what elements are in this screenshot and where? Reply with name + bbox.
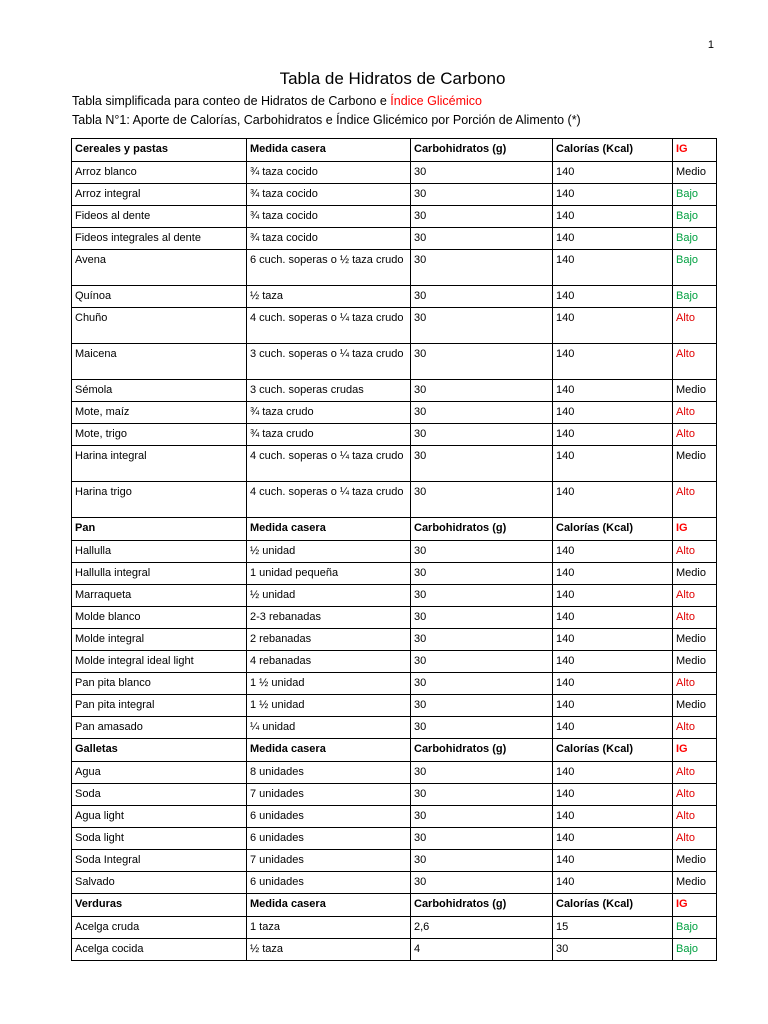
ig-cell: Medio: [673, 651, 717, 673]
portion-cell: ¾ taza crudo: [247, 402, 411, 424]
column-header: Medida casera: [247, 894, 411, 917]
food-name-cell: Chuño: [72, 308, 247, 344]
calories-cell: 140: [553, 872, 673, 894]
food-name-cell: Avena: [72, 250, 247, 286]
ig-cell: Alto: [673, 784, 717, 806]
carbs-cell: 30: [411, 651, 553, 673]
food-name-cell: Mote, trigo: [72, 424, 247, 446]
carbs-cell: 30: [411, 446, 553, 482]
ig-cell: Bajo: [673, 250, 717, 286]
carbs-cell: 30: [411, 424, 553, 446]
calories-cell: 30: [553, 939, 673, 961]
portion-cell: 4 rebanadas: [247, 651, 411, 673]
portion-cell: 3 cuch. soperas crudas: [247, 380, 411, 402]
table-row: [72, 629, 717, 651]
section-header-row: [72, 739, 717, 762]
carbs-cell: 30: [411, 250, 553, 286]
portion-cell: 2 rebanadas: [247, 629, 411, 651]
subtitle-highlight: Índice Glicémico: [390, 94, 482, 108]
column-header: Medida casera: [247, 739, 411, 762]
carbohydrate-table: [71, 138, 717, 961]
column-header: Calorías (Kcal): [553, 139, 673, 162]
ig-cell: Medio: [673, 563, 717, 585]
ig-cell: Alto: [673, 344, 717, 380]
column-header: Carbohidratos (g): [411, 518, 553, 541]
calories-cell: 140: [553, 482, 673, 518]
food-name-cell: Agua: [72, 762, 247, 784]
portion-cell: 1 unidad pequeña: [247, 563, 411, 585]
food-name-cell: Molde integral ideal light: [72, 651, 247, 673]
calories-cell: 140: [553, 695, 673, 717]
calories-cell: 140: [553, 184, 673, 206]
portion-cell: 6 cuch. soperas o ½ taza crudo: [247, 250, 411, 286]
food-name-cell: Fideos integrales al dente: [72, 228, 247, 250]
column-header: Medida casera: [247, 518, 411, 541]
section-header-row: [72, 518, 717, 541]
portion-cell: 7 unidades: [247, 784, 411, 806]
portion-cell: 1 ½ unidad: [247, 673, 411, 695]
food-name-cell: Hallulla integral: [72, 563, 247, 585]
portion-cell: ½ taza: [247, 286, 411, 308]
table-row: [72, 446, 717, 482]
portion-cell: 2-3 rebanadas: [247, 607, 411, 629]
ig-column-header: IG: [673, 739, 717, 762]
ig-cell: Bajo: [673, 286, 717, 308]
calories-cell: 140: [553, 424, 673, 446]
calories-cell: 15: [553, 917, 673, 939]
table-row: [72, 717, 717, 739]
food-name-cell: Salvado: [72, 872, 247, 894]
ig-cell: Alto: [673, 828, 717, 850]
ig-cell: Medio: [673, 629, 717, 651]
table-row: [72, 673, 717, 695]
subtitle-text: Tabla simplificada para conteo de Hidratos de Carbono e: [72, 94, 387, 108]
carbs-cell: 30: [411, 344, 553, 380]
carbs-cell: 30: [411, 717, 553, 739]
ig-cell: Bajo: [673, 917, 717, 939]
carbs-cell: 2,6: [411, 917, 553, 939]
ig-column-header: IG: [673, 518, 717, 541]
carbs-cell: 30: [411, 184, 553, 206]
portion-cell: ¾ taza cocido: [247, 228, 411, 250]
calories-cell: 140: [553, 162, 673, 184]
calories-cell: 140: [553, 380, 673, 402]
table-row: [72, 762, 717, 784]
food-name-cell: Acelga cocida: [72, 939, 247, 961]
carbs-cell: 30: [411, 629, 553, 651]
food-name-cell: Agua light: [72, 806, 247, 828]
calories-cell: 140: [553, 250, 673, 286]
carbs-cell: 30: [411, 162, 553, 184]
table-row: [72, 651, 717, 673]
ig-cell: Alto: [673, 806, 717, 828]
portion-cell: 4 cuch. soperas o ¼ taza crudo: [247, 482, 411, 518]
portion-cell: ½ taza: [247, 939, 411, 961]
food-name-cell: Marraqueta: [72, 585, 247, 607]
table-row: [72, 806, 717, 828]
ig-cell: Bajo: [673, 228, 717, 250]
portion-cell: ¾ taza cocido: [247, 206, 411, 228]
food-name-cell: Sémola: [72, 380, 247, 402]
ig-cell: Alto: [673, 482, 717, 518]
table-caption: Tabla N°1: Aporte de Calorías, Carbohidratos e Índice Glicémico por Porción de Alimento (*): [72, 113, 581, 127]
food-name-cell: Arroz blanco: [72, 162, 247, 184]
column-header: Calorías (Kcal): [553, 739, 673, 762]
carbs-cell: 30: [411, 402, 553, 424]
ig-cell: Medio: [673, 850, 717, 872]
ig-cell: Alto: [673, 607, 717, 629]
food-name-cell: Soda light: [72, 828, 247, 850]
table-row: [72, 607, 717, 629]
table-row: [72, 228, 717, 250]
carbs-cell: 30: [411, 784, 553, 806]
ig-cell: Alto: [673, 673, 717, 695]
carbs-cell: 30: [411, 850, 553, 872]
ig-cell: Bajo: [673, 184, 717, 206]
section-title: Verduras: [72, 894, 247, 917]
column-header: Carbohidratos (g): [411, 139, 553, 162]
food-name-cell: Acelga cruda: [72, 917, 247, 939]
carbs-cell: 30: [411, 585, 553, 607]
food-name-cell: Soda: [72, 784, 247, 806]
food-name-cell: Pan pita integral: [72, 695, 247, 717]
table-row: [72, 344, 717, 380]
carbs-cell: 30: [411, 286, 553, 308]
calories-cell: 140: [553, 762, 673, 784]
food-name-cell: Maicena: [72, 344, 247, 380]
calories-cell: 140: [553, 206, 673, 228]
table-row: [72, 939, 717, 961]
ig-cell: Alto: [673, 308, 717, 344]
calories-cell: 140: [553, 563, 673, 585]
table-row: [72, 308, 717, 344]
portion-cell: ¾ taza cocido: [247, 184, 411, 206]
table-row: [72, 250, 717, 286]
ig-cell: Bajo: [673, 206, 717, 228]
calories-cell: 140: [553, 717, 673, 739]
carbs-cell: 30: [411, 806, 553, 828]
table-row: [72, 784, 717, 806]
carbs-cell: 30: [411, 380, 553, 402]
portion-cell: 6 unidades: [247, 872, 411, 894]
portion-cell: 6 unidades: [247, 806, 411, 828]
food-name-cell: Arroz integral: [72, 184, 247, 206]
food-name-cell: Mote, maíz: [72, 402, 247, 424]
ig-cell: Alto: [673, 762, 717, 784]
portion-cell: 3 cuch. soperas o ¼ taza crudo: [247, 344, 411, 380]
page-number: 1: [707, 39, 714, 51]
carbs-cell: 30: [411, 308, 553, 344]
calories-cell: 140: [553, 828, 673, 850]
carbs-cell: 30: [411, 228, 553, 250]
food-name-cell: Molde integral: [72, 629, 247, 651]
calories-cell: 140: [553, 585, 673, 607]
table-row: [72, 206, 717, 228]
portion-cell: ¼ unidad: [247, 717, 411, 739]
table-row: [72, 695, 717, 717]
portion-cell: 1 taza: [247, 917, 411, 939]
table-row: [72, 286, 717, 308]
section-title: Galletas: [72, 739, 247, 762]
calories-cell: 140: [553, 784, 673, 806]
ig-cell: Alto: [673, 541, 717, 563]
table-row: [72, 482, 717, 518]
portion-cell: 4 cuch. soperas o ¼ taza crudo: [247, 446, 411, 482]
column-header: Calorías (Kcal): [553, 518, 673, 541]
portion-cell: ½ unidad: [247, 541, 411, 563]
portion-cell: ¾ taza cocido: [247, 162, 411, 184]
food-name-cell: Pan pita blanco: [72, 673, 247, 695]
column-header: Medida casera: [247, 139, 411, 162]
ig-cell: Alto: [673, 585, 717, 607]
carbs-cell: 30: [411, 828, 553, 850]
section-header-row: [72, 894, 717, 917]
calories-cell: 140: [553, 228, 673, 250]
food-name-cell: Harina integral: [72, 446, 247, 482]
calories-cell: 140: [553, 541, 673, 563]
section-header-row: [72, 139, 717, 162]
calories-cell: 140: [553, 446, 673, 482]
calories-cell: 140: [553, 806, 673, 828]
portion-cell: 8 unidades: [247, 762, 411, 784]
carbs-cell: 30: [411, 563, 553, 585]
column-header: Calorías (Kcal): [553, 894, 673, 917]
table-row: [72, 541, 717, 563]
ig-cell: Medio: [673, 162, 717, 184]
carbs-cell: 30: [411, 673, 553, 695]
table-row: [72, 585, 717, 607]
calories-cell: 140: [553, 651, 673, 673]
table-row: [72, 184, 717, 206]
carbs-cell: 30: [411, 872, 553, 894]
table-row: [72, 380, 717, 402]
calories-cell: 140: [553, 629, 673, 651]
ig-cell: Alto: [673, 717, 717, 739]
carbs-cell: 30: [411, 695, 553, 717]
carbs-cell: 4: [411, 939, 553, 961]
carbs-cell: 30: [411, 482, 553, 518]
food-name-cell: Soda Integral: [72, 850, 247, 872]
carbs-cell: 30: [411, 762, 553, 784]
portion-cell: ½ unidad: [247, 585, 411, 607]
ig-cell: Medio: [673, 380, 717, 402]
calories-cell: 140: [553, 286, 673, 308]
ig-cell: Bajo: [673, 939, 717, 961]
food-name-cell: Harina trigo: [72, 482, 247, 518]
calories-cell: 140: [553, 850, 673, 872]
carbs-cell: 30: [411, 206, 553, 228]
ig-cell: Medio: [673, 695, 717, 717]
portion-cell: 1 ½ unidad: [247, 695, 411, 717]
portion-cell: 4 cuch. soperas o ¼ taza crudo: [247, 308, 411, 344]
column-header: Carbohidratos (g): [411, 894, 553, 917]
food-name-cell: Pan amasado: [72, 717, 247, 739]
food-name-cell: Molde blanco: [72, 607, 247, 629]
food-name-cell: Hallulla: [72, 541, 247, 563]
table-row: [72, 917, 717, 939]
table-row: [72, 828, 717, 850]
page-title: Tabla de Hidratos de Carbono: [279, 69, 506, 88]
ig-cell: Medio: [673, 872, 717, 894]
food-name-cell: Quínoa: [72, 286, 247, 308]
column-header: Carbohidratos (g): [411, 739, 553, 762]
calories-cell: 140: [553, 344, 673, 380]
table-row: [72, 850, 717, 872]
calories-cell: 140: [553, 308, 673, 344]
table-row: [72, 162, 717, 184]
portion-cell: 6 unidades: [247, 828, 411, 850]
table-row: [72, 563, 717, 585]
section-title: Cereales y pastas: [72, 139, 247, 162]
table-row: [72, 872, 717, 894]
ig-cell: Medio: [673, 446, 717, 482]
ig-column-header: IG: [673, 139, 717, 162]
subtitle: [72, 94, 482, 108]
carbs-cell: 30: [411, 607, 553, 629]
calories-cell: 140: [553, 607, 673, 629]
food-name-cell: Fideos al dente: [72, 206, 247, 228]
calories-cell: 140: [553, 402, 673, 424]
ig-cell: Alto: [673, 402, 717, 424]
portion-cell: 7 unidades: [247, 850, 411, 872]
ig-column-header: IG: [673, 894, 717, 917]
carbs-cell: 30: [411, 541, 553, 563]
section-title: Pan: [72, 518, 247, 541]
ig-cell: Alto: [673, 424, 717, 446]
calories-cell: 140: [553, 673, 673, 695]
portion-cell: ¾ taza crudo: [247, 424, 411, 446]
table-row: [72, 402, 717, 424]
table-row: [72, 424, 717, 446]
